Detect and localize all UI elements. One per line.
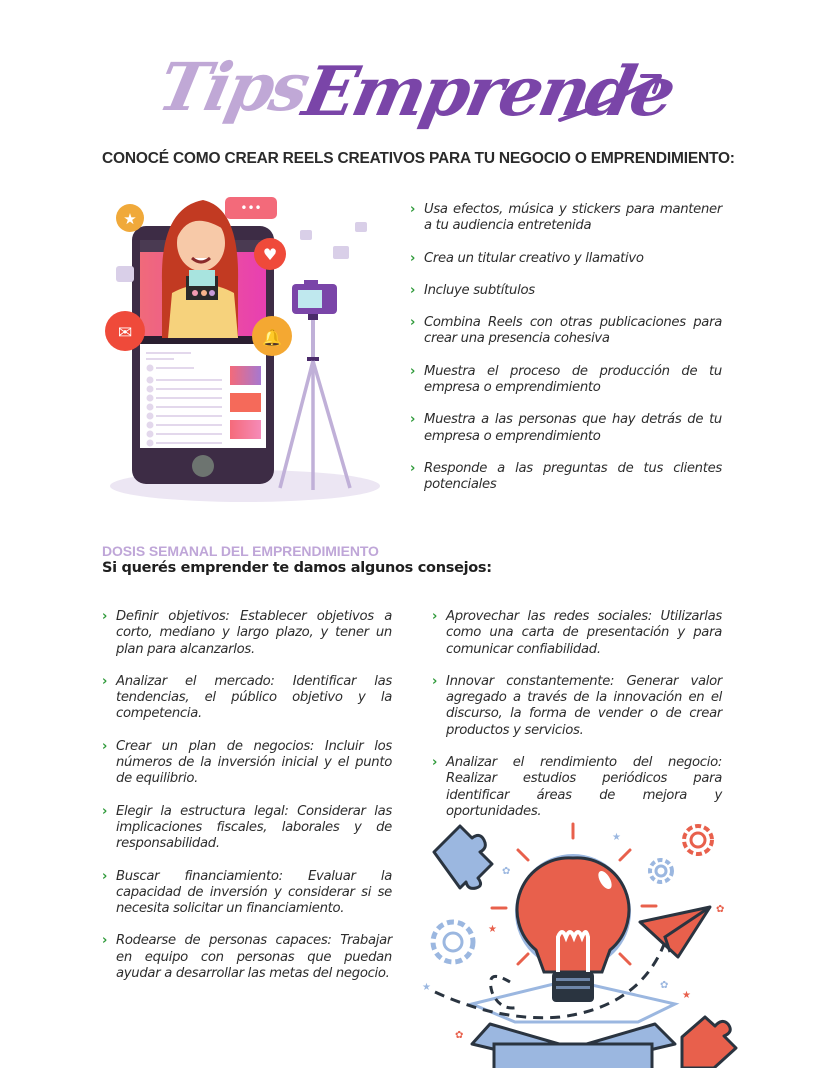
- svg-text:•••: •••: [240, 201, 262, 215]
- chevron-right-icon: ›: [410, 202, 416, 217]
- advice-list-right: [432, 609, 722, 836]
- chevron-right-icon: ›: [410, 282, 416, 298]
- svg-text:✿: ✿: [716, 904, 725, 915]
- svg-text:✿: ✿: [455, 1030, 464, 1041]
- logo-word-tips: Tips: [151, 48, 314, 126]
- list-item: › Analizar el mercado: Identificar las tendencias, el público objetivo y la competencia.: [102, 673, 392, 722]
- svg-text:✉: ✉: [117, 323, 133, 343]
- list-item: › Buscar financiamiento: Evaluar la capacidad de inversión y considerar si se necesita solicitar un financiamiento.: [102, 868, 392, 917]
- list-item: › Rodearse de personas capaces: Trabajar en equipo con personas que puedan ayudar a desarrollar las metas del negocio.: [102, 933, 392, 982]
- list-item: › Usa efectos, música y stickers para mantener a tu audiencia entretenida: [410, 202, 722, 234]
- section-kicker: DOSIS SEMANAL DEL EMPRENDIMIENTO: [102, 543, 379, 559]
- chevron-right-icon: ›: [102, 738, 108, 754]
- chevron-right-icon: ›: [102, 609, 108, 624]
- chevron-right-icon: ›: [432, 609, 438, 624]
- list-item: › Elegir la estructura legal: Considerar las implicaciones fiscales, laborales y de responsabilidad.: [102, 803, 392, 852]
- chevron-right-icon: ›: [410, 363, 416, 379]
- svg-text:♥: ♥: [262, 245, 278, 264]
- logo-word-emprende: Emprende: [296, 52, 681, 132]
- chevron-right-icon: ›: [102, 868, 108, 884]
- reels-tips-list: [410, 202, 722, 510]
- svg-text:★: ★: [123, 210, 137, 228]
- list-item: › Muestra el proceso de producción de tu empresa o emprendimiento: [410, 363, 722, 396]
- svg-text:★: ★: [612, 832, 621, 843]
- chevron-right-icon: ›: [432, 673, 438, 689]
- svg-text:★: ★: [422, 982, 431, 993]
- list-item: › Muestra a las personas que hay detrás de tu empresa o emprendimiento: [410, 412, 722, 444]
- chevron-right-icon: ›: [102, 933, 108, 949]
- chevron-right-icon: ›: [410, 315, 416, 331]
- list-item: › Definir objetivos: Establecer objetivos a corto, mediano y largo plazo, y tener un plan para alcanzarlos.: [102, 609, 392, 657]
- svg-text:✿: ✿: [660, 980, 669, 991]
- list-item: › Combina Reels con otras publicaciones para crear una presencia cohesiva: [410, 315, 722, 347]
- list-item: › Incluye subtítulos: [410, 282, 535, 298]
- svg-text:★: ★: [682, 990, 691, 1001]
- chevron-right-icon: ›: [102, 673, 108, 689]
- chevron-right-icon: ›: [410, 460, 416, 476]
- list-item: › Innovar constantemente: Generar valor agregado a través de la innovación en el discurso, la forma de vender o de crear productos y servicios.: [432, 673, 722, 738]
- list-item: › Crear un plan de negocios: Incluir los números de la inversión inicial y el punto de equilibrio.: [102, 738, 392, 787]
- list-item: › Analizar el rendimiento del negocio: Realizar estudios periódicos para identificar áreas de mejora y oportunidades.: [432, 755, 722, 819]
- arrow-up-right-icon: [160, 48, 670, 153]
- lightbulb-box-illustration: [420, 812, 740, 1068]
- list-item: › Responde a las preguntas de tus clientes potenciales: [410, 460, 722, 493]
- advice-list-left: [102, 609, 392, 998]
- chevron-right-icon: ›: [432, 755, 438, 771]
- reels-illustration: [100, 188, 390, 508]
- list-item: › Crea un titular creativo y llamativo: [410, 250, 644, 266]
- svg-text:✿: ✿: [502, 866, 511, 877]
- list-item: › Aprovechar las redes sociales: Utilizarlas como una carta de presentación y para comunicar confiabilidad.: [432, 609, 722, 657]
- section-title: Si querés emprender te damos algunos consejos:: [102, 560, 492, 576]
- page-headline: CONOCÉ COMO CREAR REELS CREATIVOS PARA TU NEGOCIO O EMPRENDIMIENTO:: [102, 150, 735, 167]
- tips-emprende-logo: [151, 48, 681, 153]
- chevron-right-icon: ›: [102, 803, 108, 819]
- chevron-right-icon: ›: [410, 412, 416, 428]
- chevron-right-icon: ›: [410, 250, 416, 266]
- svg-text:★: ★: [488, 924, 497, 935]
- svg-text:🔔: 🔔: [262, 328, 282, 347]
